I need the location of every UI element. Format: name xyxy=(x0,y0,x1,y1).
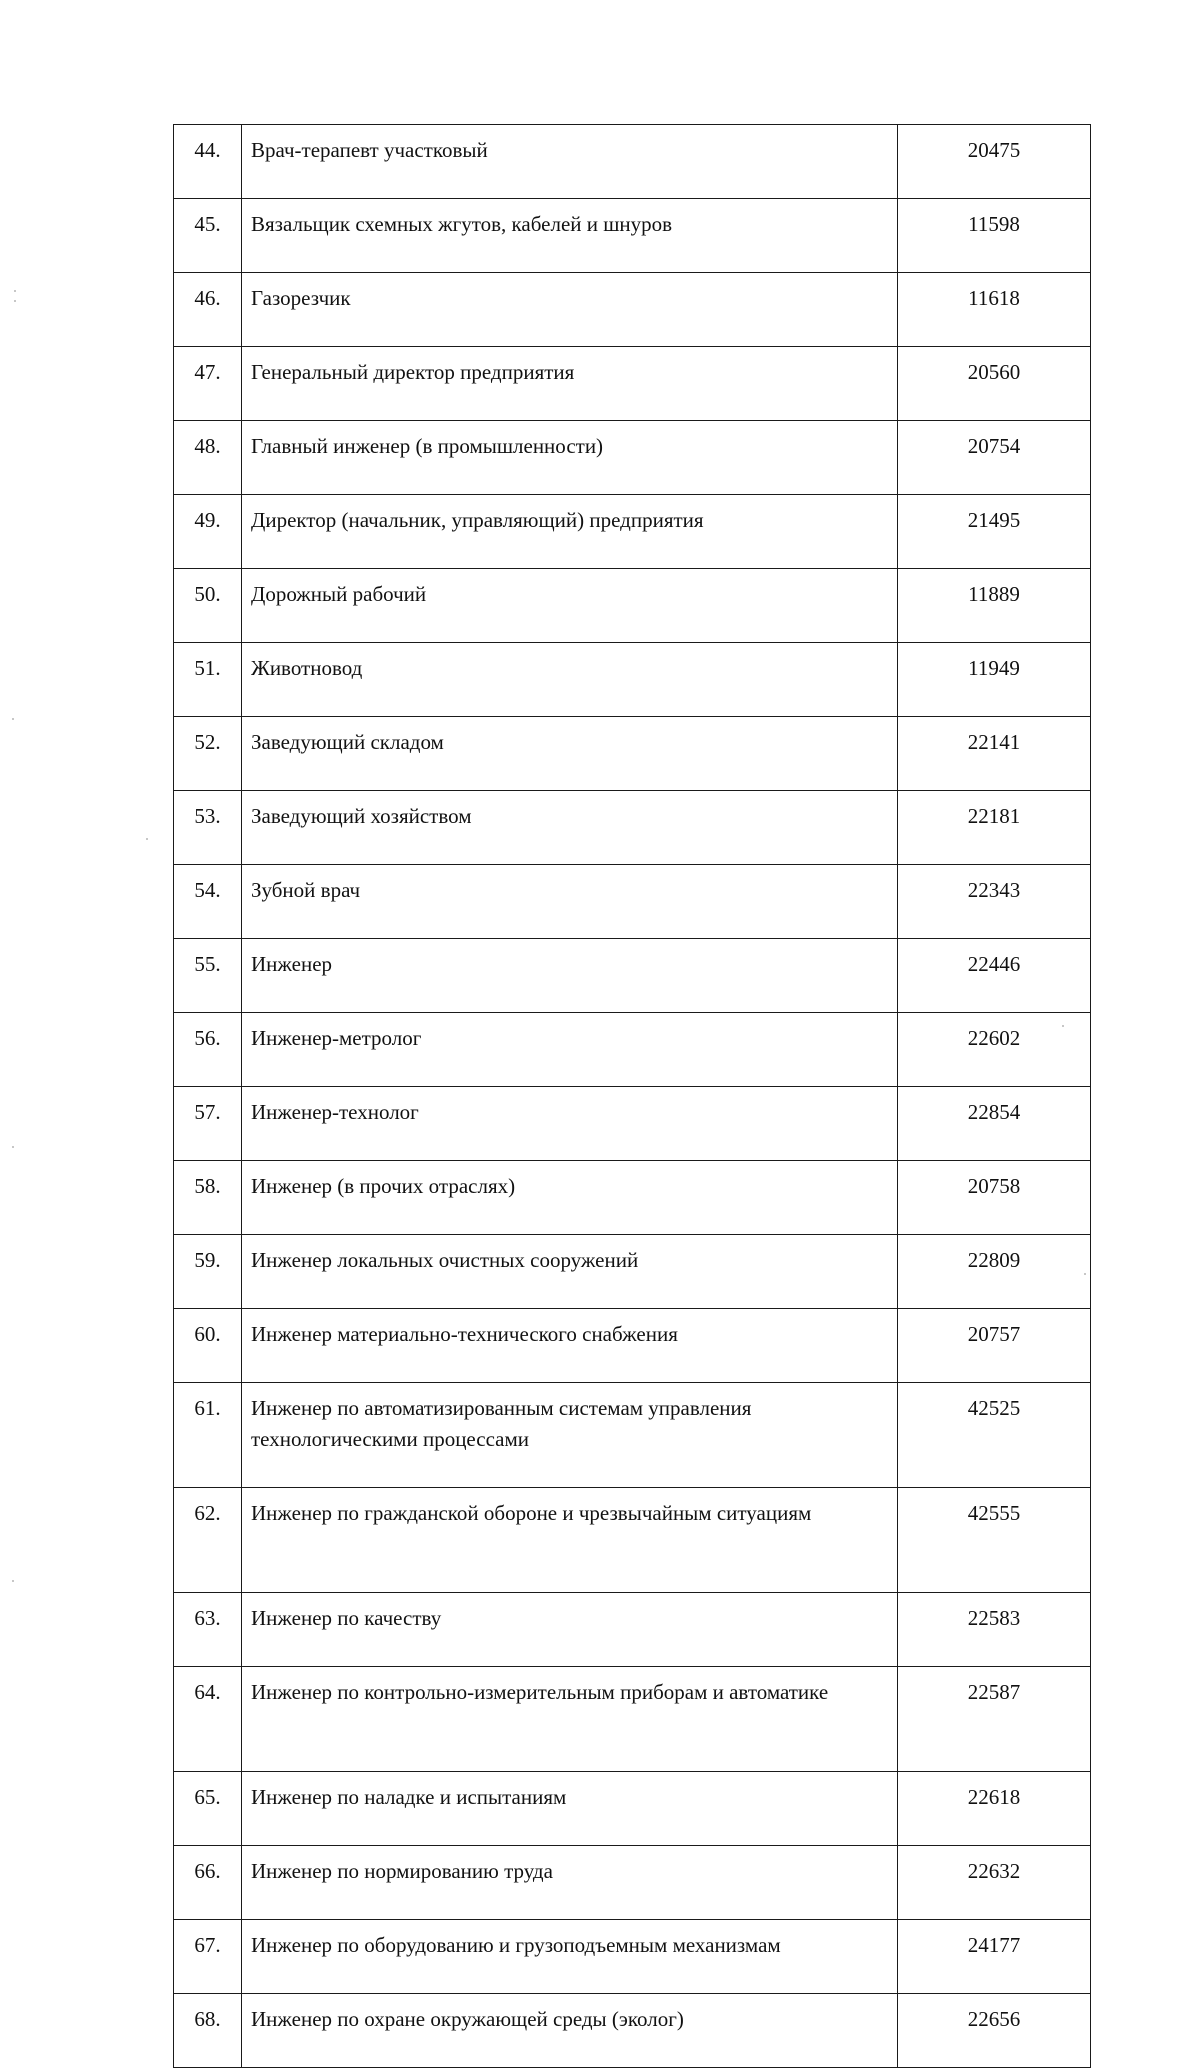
profession-code: 42555 xyxy=(898,1488,1091,1593)
profession-code: 11598 xyxy=(898,199,1091,273)
profession-name: Инженер по контрольно-измерительным приборам и автоматике xyxy=(242,1667,898,1772)
table-row xyxy=(174,1994,1091,2068)
table-row xyxy=(174,1488,1091,1593)
profession-name: Инженер локальных очистных сооружений xyxy=(242,1235,898,1309)
profession-name: Вязальщик схемных жгутов, кабелей и шнуров xyxy=(242,199,898,273)
profession-name: Инженер-технолог xyxy=(242,1087,898,1161)
profession-code: 22618 xyxy=(898,1772,1091,1846)
table-row xyxy=(174,717,1091,791)
profession-code: 22809 xyxy=(898,1235,1091,1309)
row-number: 57. xyxy=(174,1087,242,1161)
table-row xyxy=(174,1161,1091,1235)
row-number: 68. xyxy=(174,1994,242,2068)
profession-code: 11949 xyxy=(898,643,1091,717)
profession-code: 20758 xyxy=(898,1161,1091,1235)
table-row xyxy=(174,273,1091,347)
row-number: 46. xyxy=(174,273,242,347)
table-row xyxy=(174,1087,1091,1161)
table-row xyxy=(174,643,1091,717)
profession-code: 22602 xyxy=(898,1013,1091,1087)
profession-name: Генеральный директор предприятия xyxy=(242,347,898,421)
row-number: 56. xyxy=(174,1013,242,1087)
row-number: 62. xyxy=(174,1488,242,1593)
row-number: 51. xyxy=(174,643,242,717)
profession-name: Дорожный рабочий xyxy=(242,569,898,643)
profession-code: 20754 xyxy=(898,421,1091,495)
profession-name: Зубной врач xyxy=(242,865,898,939)
table-row xyxy=(174,1013,1091,1087)
profession-name: Главный инженер (в промышленности) xyxy=(242,421,898,495)
profession-name: Директор (начальник, управляющий) предприятия xyxy=(242,495,898,569)
profession-name: Газорезчик xyxy=(242,273,898,347)
table-row xyxy=(174,865,1091,939)
table-row xyxy=(174,125,1091,199)
profession-code: 22446 xyxy=(898,939,1091,1013)
table-row xyxy=(174,421,1091,495)
table-row xyxy=(174,1383,1091,1488)
table-row xyxy=(174,1593,1091,1667)
profession-name: Инженер по гражданской обороне и чрезвычайным ситуациям xyxy=(242,1488,898,1593)
scan-speck xyxy=(14,300,16,302)
profession-name: Инженер материально-технического снабжения xyxy=(242,1309,898,1383)
row-number: 55. xyxy=(174,939,242,1013)
row-number: 63. xyxy=(174,1593,242,1667)
table-row xyxy=(174,1920,1091,1994)
table-row xyxy=(174,1309,1091,1383)
profession-name: Инженер по оборудованию и грузоподъемным механизмам xyxy=(242,1920,898,1994)
row-number: 53. xyxy=(174,791,242,865)
profession-name: Заведующий складом xyxy=(242,717,898,791)
row-number: 48. xyxy=(174,421,242,495)
profession-code: 21495 xyxy=(898,495,1091,569)
profession-code: 24177 xyxy=(898,1920,1091,1994)
profession-code: 22632 xyxy=(898,1846,1091,1920)
profession-code: 22343 xyxy=(898,865,1091,939)
row-number: 67. xyxy=(174,1920,242,1994)
row-number: 49. xyxy=(174,495,242,569)
profession-name: Инженер по автоматизированным системам управления технологическими процессами xyxy=(242,1383,898,1488)
scan-speck xyxy=(12,1580,14,1582)
row-number: 47. xyxy=(174,347,242,421)
profession-name: Животновод xyxy=(242,643,898,717)
table-row xyxy=(174,1667,1091,1772)
profession-name: Инженер по охране окружающей среды (эколог) xyxy=(242,1994,898,2068)
profession-name: Инженер по наладке и испытаниям xyxy=(242,1772,898,1846)
profession-code: 42525 xyxy=(898,1383,1091,1488)
profession-name: Заведующий хозяйством xyxy=(242,791,898,865)
row-number: 58. xyxy=(174,1161,242,1235)
profession-name: Инженер (в прочих отраслях) xyxy=(242,1161,898,1235)
scan-speck xyxy=(14,290,16,292)
scan-speck xyxy=(1062,1025,1064,1027)
table-row xyxy=(174,1772,1091,1846)
table-row xyxy=(174,495,1091,569)
scan-speck xyxy=(12,1146,14,1148)
profession-code: 11618 xyxy=(898,273,1091,347)
profession-code: 20475 xyxy=(898,125,1091,199)
table-row xyxy=(174,347,1091,421)
table-row xyxy=(174,1235,1091,1309)
profession-code: 20757 xyxy=(898,1309,1091,1383)
scan-speck xyxy=(1084,1273,1086,1275)
row-number: 66. xyxy=(174,1846,242,1920)
row-number: 59. xyxy=(174,1235,242,1309)
row-number: 44. xyxy=(174,125,242,199)
profession-name: Инженер по качеству xyxy=(242,1593,898,1667)
row-number: 64. xyxy=(174,1667,242,1772)
profession-code: 22587 xyxy=(898,1667,1091,1772)
table-row xyxy=(174,569,1091,643)
profession-code: 22181 xyxy=(898,791,1091,865)
profession-code: 22854 xyxy=(898,1087,1091,1161)
row-number: 65. xyxy=(174,1772,242,1846)
row-number: 54. xyxy=(174,865,242,939)
row-number: 50. xyxy=(174,569,242,643)
profession-code: 20560 xyxy=(898,347,1091,421)
profession-code: 22583 xyxy=(898,1593,1091,1667)
row-number: 45. xyxy=(174,199,242,273)
profession-name: Инженер xyxy=(242,939,898,1013)
profession-code: 22141 xyxy=(898,717,1091,791)
table-row xyxy=(174,1846,1091,1920)
profession-name: Инженер по нормированию труда xyxy=(242,1846,898,1920)
profession-code-table xyxy=(173,124,1091,2068)
row-number: 60. xyxy=(174,1309,242,1383)
profession-name: Врач-терапевт участковый xyxy=(242,125,898,199)
table-row xyxy=(174,939,1091,1013)
scan-speck xyxy=(146,838,148,840)
profession-name: Инженер-метролог xyxy=(242,1013,898,1087)
row-number: 61. xyxy=(174,1383,242,1488)
row-number: 52. xyxy=(174,717,242,791)
table-row xyxy=(174,791,1091,865)
scan-speck xyxy=(12,718,14,720)
profession-code: 22656 xyxy=(898,1994,1091,2068)
profession-code: 11889 xyxy=(898,569,1091,643)
table-row xyxy=(174,199,1091,273)
